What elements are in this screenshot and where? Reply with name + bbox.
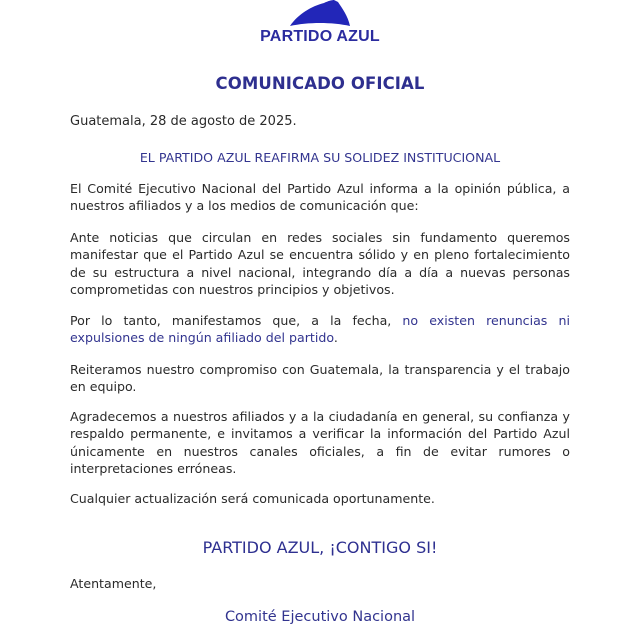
logo-emblem-icon [288, 0, 352, 30]
signature: Comité Ejecutivo Nacional [224, 609, 416, 625]
closing-line: Atentamente, [70, 576, 157, 591]
logo-text: PARTIDO AZUL [260, 28, 380, 45]
date-line: Guatemala, 28 de agosto de 2025. [70, 114, 297, 129]
paragraph-statement: Ante noticias que circulan en redes sociales sin fundamento queremos manifestar que el Partido Azul se encuentra sólido y en pleno fortalecimiento de su estructura a nivel nacional, integrando día a día a nuevas personas comprometidas con nuestros principios y objetivos. [70, 230, 570, 297]
paragraph-intro: El Comité Ejecutivo Nacional del Partido Azul informa a la opinión pública, a nuestros afiliados y a los medios de comunicación que: [70, 181, 570, 214]
paragraph-commitment: Reiteramos nuestro compromiso con Guatemala, la transparencia y el trabajo en equipo. [70, 362, 570, 395]
paragraph-thanks: Agradecemos a nuestros afiliados y a la ciudadanía en general, su confianza y respaldo permanente, e invitamos a verificar la información del Partido Azul únicamente en nuestros canales oficiales, a fin de evitar rumores o interpretaciones erróneas. [70, 409, 570, 476]
document-title: COMUNICADO OFICIAL [215, 74, 425, 93]
declaration-end: . [333, 330, 338, 346]
declaration-highlight: no existen renuncias ni expulsiones de ningún afiliado del partido [70, 313, 570, 346]
declaration-intro: Por lo tanto, manifestamos que, a la fecha, [70, 313, 403, 328]
document-subtitle: EL PARTIDO AZUL REAFIRMA SU SOLIDEZ INSTITUCIONAL [139, 150, 501, 165]
paragraph-declaration [70, 312, 570, 347]
slogan: PARTIDO AZUL, ¡CONTIGO SI! [202, 538, 438, 557]
party-logo [0, 0, 640, 50]
paragraph-updates: Cualquier actualización será comunicada oportunamente. [70, 491, 435, 506]
